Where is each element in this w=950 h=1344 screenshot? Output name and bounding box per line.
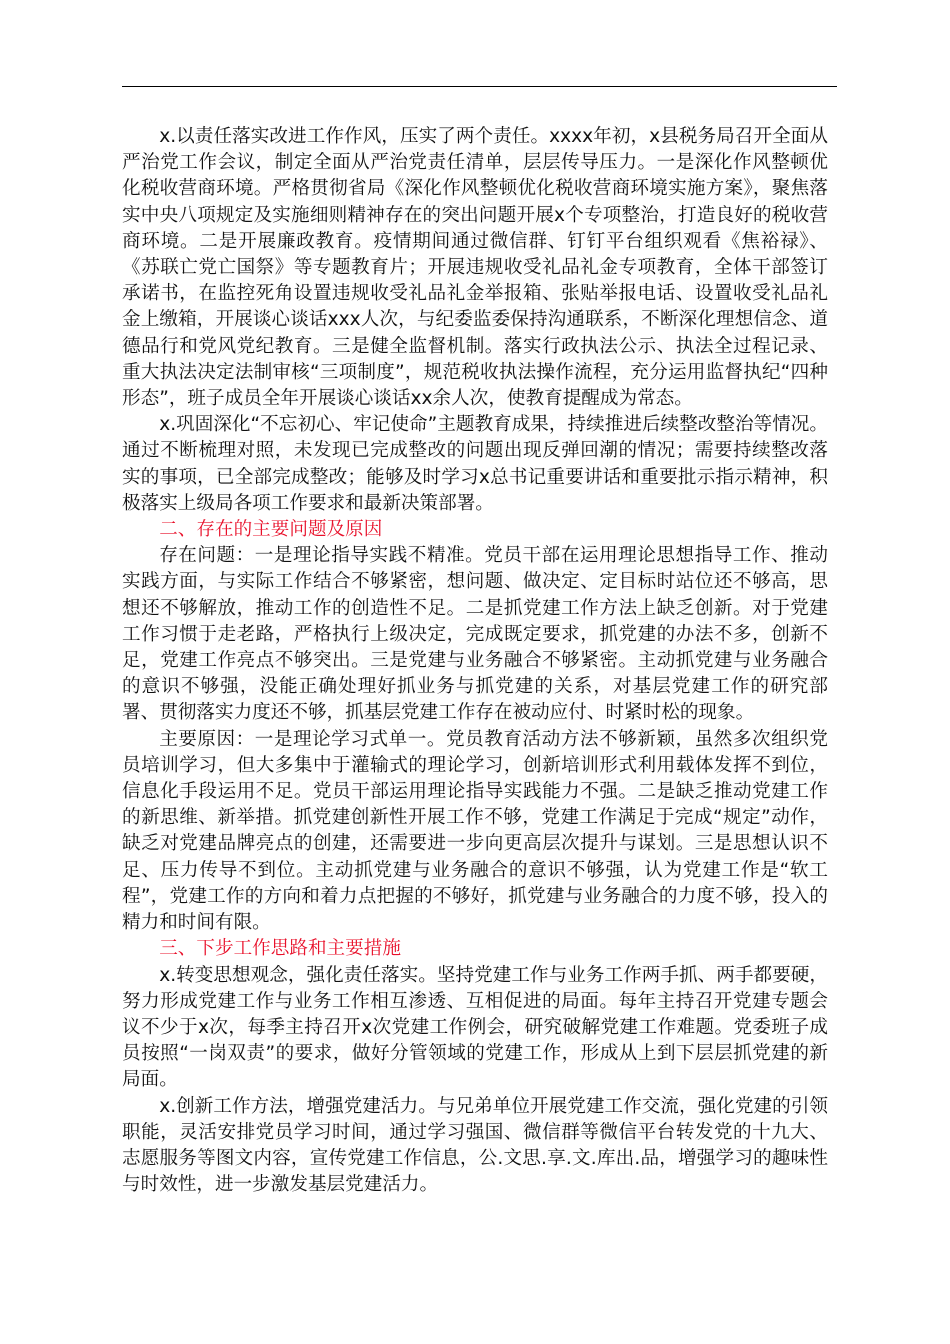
section-heading-problems: 二、存在的主要问题及原因 [159,519,383,541]
document-body [122,124,828,1198]
paragraph-innovate-methods: x.创新工作方法，增强党建活力。与兄弟单位开展党建工作交流，强化党建的引领职能，灵活安排党员学习时间，通过学习强国、微信群等微信平台转发党的十九大、志愿服务等图文内容，宣传党建工作信息，公.文思.享.文.库出.品，增强学习的趣味性与时效性，进一步激发基层党建活力。 [122,1095,828,1196]
paragraph-main-causes: 主要原因：一是理论学习式单一。党员教育活动方法不够新颖，虽然多次组织党员培训学习，但大多集中于灌输式的理论学习，创新培训形式利用载体发挥不到位，信息化手段运用不足。党员干部运用理论指导实践能力不强。二是缺乏推动党建工作的新思维、新举措。抓党建创新性开展工作不够，党建工作满足于完成“规定”动作，缺乏对党建品牌亮点的创建，还需要进一步向更高层次提升与谋划。三是思想认识不足、压力传导不到位。主动抓党建与业务融合的意识不够强，认为党建工作是“软工程”，党建工作的方向和着力点把握的不够好，抓党建与业务融合的力度不够，投入的精力和时间有限。 [122,728,828,934]
header-rule [122,86,837,87]
paragraph-theme-education: x.巩固深化“不忘初心、牢记使命”主题教育成果，持续推进后续整改整治等情况。通过不断梳理对照，未发现已完成整改的问题出现反弹回潮的情况；需要持续整改落实的事项，已全部完成整改；能够及时学习x总书记重要讲话和重要批示指示精神，积极落实上级局各项工作要求和最新决策部署。 [122,414,828,514]
section-heading-next-steps: 三、下步工作思路和主要措施 [159,938,401,960]
paragraph-responsibility: x.以责任落实改进工作作风，压实了两个责任。xxxx年初，x县税务局召开全面从严治党工作会议，制定全面从严治党责任清单，层层传导压力。一是深化作风整顿优化税收营商环境。严格贯彻省局《深化作风整顿优化税收营商环境实施方案》，聚焦落实中央八项规定及实施细则精神存在的突出问题开展x个专项整治，打造良好的税收营商环境。二是开展廉政教育。疫情期间通过微信群、钉钉平台组织观看《焦裕禄》、《苏联亡党亡国祭》等专题教育片；开展违规收受礼品礼金专项教育，全体干部签订承诺书，在监控死角设置违规收受礼品礼金举报箱、张贴举报电话、设置收受礼品礼金上缴箱，开展谈心谈话xxx人次，与纪委监委保持沟通联系，不断深化理想信念、道德品行和党风党纪教育。三是健全监督机制。落实行政执法公示、执法全过程记录、重大执法决定法制审核“三项制度”，规范税收执法操作流程，充分运用监督执纪“四种形态”，班子成员全年开展谈心谈话xx余人次，使教育提醒成为常态。 [122,126,828,410]
paragraph-existing-problems: 存在问题：一是理论指导实践不精准。党员干部在运用理论思想指导工作、推动实践方面，与实际工作结合不够紧密，想问题、做决定、定目标时站位还不够高，思想还不够解放，推动工作的创造性不足。二是抓党建工作方法上缺乏创新。对于党建工作习惯于走老路，严格执行上级决定，完成既定要求，抓党建的办法不多，创新不足，党建工作亮点不够突出。三是党建与业务融合不够紧密。主动抓党建与业务融合的意识不够强，没能正确处理好抓业务与抓党建的关系，对基层党建工作的研究部署、贯彻落实力度还不够，抓基层党建工作存在被动应付、时紧时松的现象。 [122,545,828,724]
paragraph-change-thinking: x.转变思想观念，强化责任落实。坚持党建工作与业务工作两手抓、两手都要硬，努力形成党建工作与业务工作相互渗透、互相促进的局面。每年主持召开党建专题会议不少于x次，每季主持召开x次党建工作例会，研究破解党建工作难题。党委班子成员按照“一岗双责”的要求，做好分管领域的党建工作，形成从上到下层层抓党建的新局面。 [122,964,828,1091]
